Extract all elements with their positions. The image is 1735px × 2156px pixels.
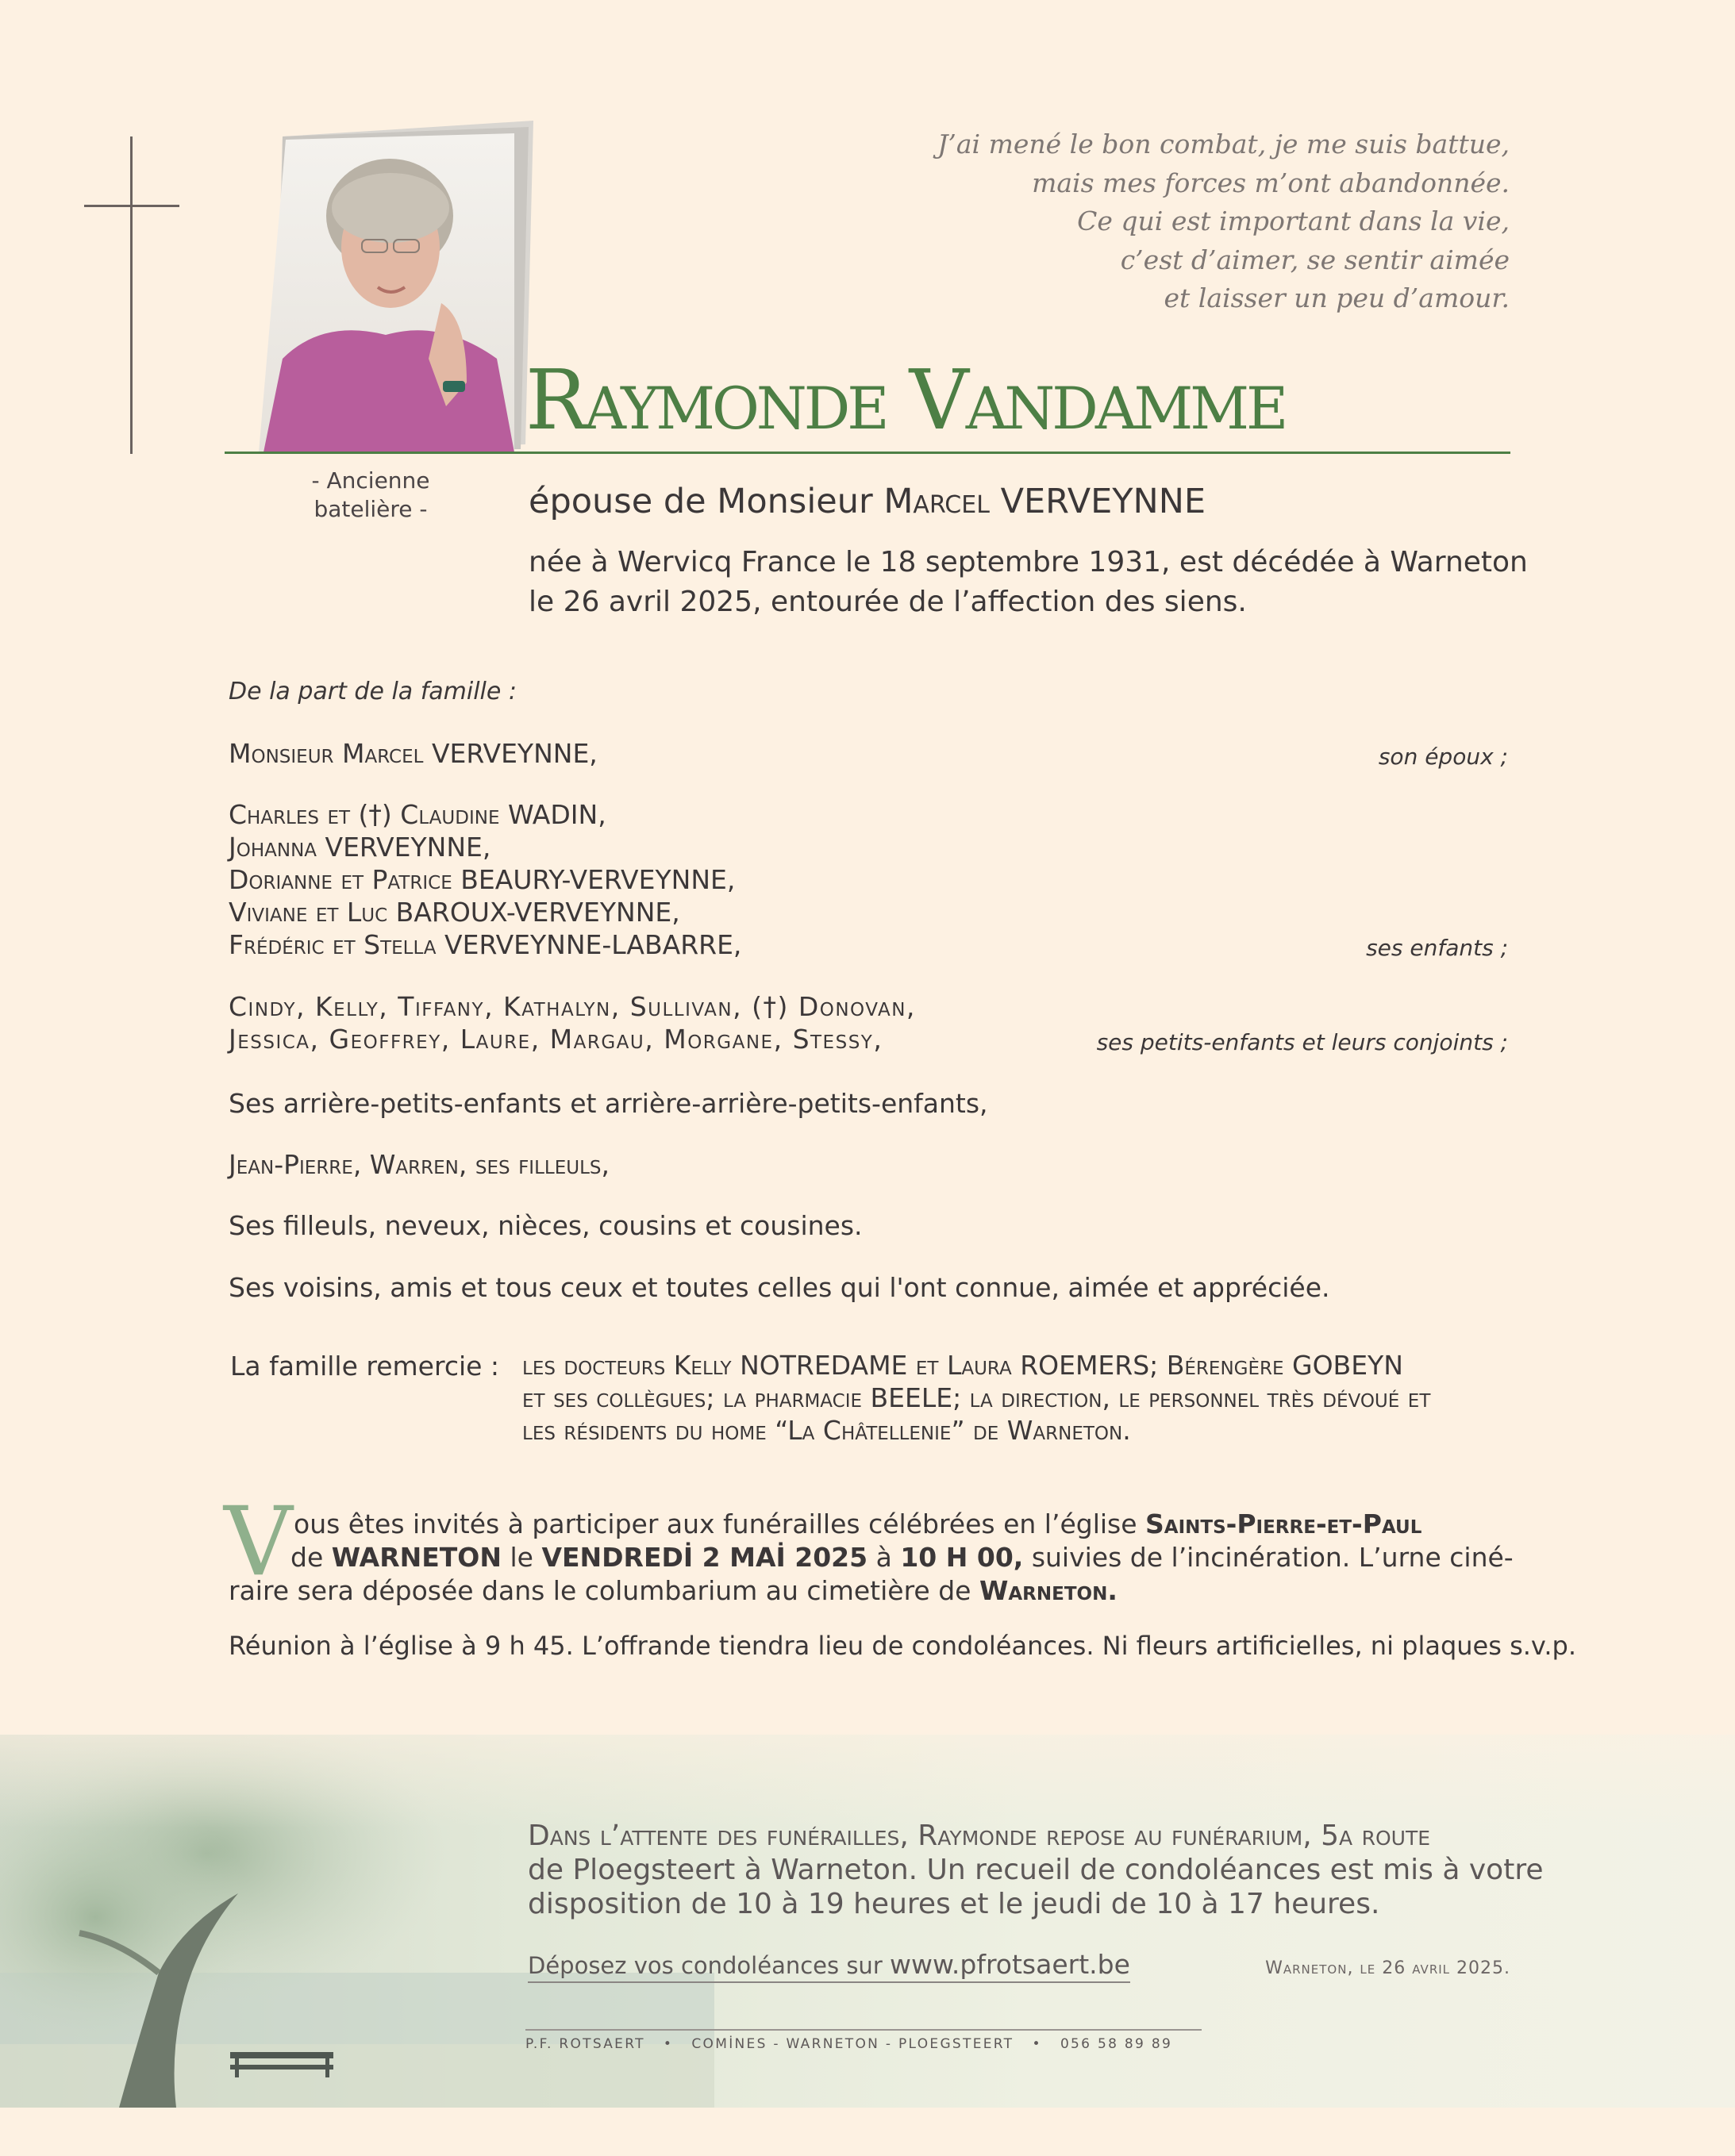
footer-line [525,2035,1172,2054]
place-date: Warneton, le 26 avril 2025. [1265,1958,1510,1978]
portrait-photo [259,121,535,454]
thanks-label: La famille remercie : [230,1351,500,1382]
funeral-text-part: ous êtes invités à participer aux funérailles célébrées en l’église [294,1508,1137,1539]
family-line: Frédéric et Stella VERVEYNNE-LABARRE, [229,929,742,960]
drop-cap: V [224,1487,293,1597]
funeral-town: WARNETON [331,1542,502,1573]
funeral-home-towns: COMİNES - WARNETON - PLOEGSTEERT [691,2036,1014,2052]
thanks-line: les docteurs Kelly NOTREDAME et Laura ROEMERS; Bérengère GOBEYN [522,1350,1403,1381]
quote-line: c’est d’aimer, se sentir aimée [1120,244,1510,275]
family-relation: ses enfants ; [1366,935,1508,961]
funeral-home-phone: 056 58 89 89 [1060,2036,1173,2052]
family-intro: De la part de la famille : [229,678,517,705]
family-line: Ses voisins, amis et tous ceux et toutes celles qui l'ont connue, aimée et appréciée. [229,1272,1330,1303]
family-group-spouse [229,737,1508,770]
funeral-text-part: le [510,1542,533,1573]
family-line: Ses arrière-petits-enfants et arrière-arrière-petits-enfants, [229,1088,988,1119]
funeral-date: VENDREDİ 2 MAİ 2025 [541,1542,868,1573]
funeral-home-name: P.F. ROTSAERT [525,2036,645,2052]
spouse-prefix: épouse de Monsieur [529,482,873,521]
family-line: Charles et (†) Claudine WADIN, [229,799,606,830]
quote-line: J’ai mené le bon combat, je me suis battue, [937,129,1510,159]
role-caption-line: batelière - [314,496,428,522]
family-group-children [229,798,1508,961]
bullet-separator: • [1020,2036,1055,2052]
family-relation: ses petits-enfants et leurs conjoints ; [1096,1029,1508,1055]
quote-line: Ce qui est important dans la vie, [1077,206,1510,236]
funeral-text-part: suivies de l’incinération. L’urne ciné- [1031,1542,1514,1573]
family-line: Johanna VERVEYNNE, [229,832,491,863]
cross-icon-bar [84,205,179,207]
name-divider [225,452,1510,454]
rest-line: Dans l’attente des funérailles, Raymonde repose au funérarium, 5a route [528,1820,1431,1852]
spouse-line [529,479,1206,524]
website-link[interactable]: www.pfrotsaert.be [889,1949,1130,1980]
family-line: Jessica, Geoffrey, Laure, Margau, Morgane, Stessy, [229,1024,883,1055]
rest-information [528,1819,1544,1921]
birth-line: le 26 avril 2025, entourée de l’affection des siens. [529,586,1247,618]
funeral-text-part: raire sera déposée dans le columbarium au cimetière de [229,1575,971,1606]
family-group-great-grandchildren [229,1087,1508,1120]
church-name: Saints-Pierre-et-Paul [1145,1508,1422,1539]
deceased-name: Raymonde Vandamme [525,352,1286,448]
thanks-line: et ses collègues; la pharmacie BEELE; la direction, le personnel très dévoué et [522,1382,1431,1413]
bullet-separator: • [651,2036,686,2052]
family-line: Cindy, Kelly, Tiffany, Kathalyn, Sullivan, (†) Donovan, [229,991,916,1022]
cross-icon [130,136,133,454]
funeral-announcement [229,1508,1514,1608]
thanks-text [522,1349,1506,1447]
rest-line: de Ploegsteert à Warneton. Un recueil de condoléances est mis à votre [528,1854,1544,1886]
birth-death-text [529,543,1528,622]
quote-line: et laisser un peu d’amour. [1164,282,1510,313]
family-group-grandchildren [229,990,1508,1055]
funeral-text-part: à [875,1542,892,1573]
family-line: Dorianne et Patrice BEAURY-VERVEYNNE, [229,864,736,895]
role-caption-line: - Ancienne [311,467,430,494]
family-group-godchildren [229,1148,1508,1181]
funeral-text-part: de [290,1542,324,1573]
family-group-neighbours [229,1271,1508,1304]
thanks-line: les résidents du home “La Châtellenie” de Warneton. [522,1415,1131,1446]
cemetery-town: Warneton. [979,1575,1118,1606]
funeral-time: 10 H 00, [900,1542,1024,1573]
birth-line: née à Wervicq France le 18 septembre 1931, est décédée à Warneton [529,546,1528,578]
role-caption [287,467,454,524]
spouse-first-name: Marcel [883,482,990,521]
family-line: Jean-Pierre, Warren, ses filleuls, [229,1149,610,1180]
spouse-last-name: VERVEYNNE [1000,482,1206,521]
family-relation: son époux ; [1378,744,1508,770]
family-group-relatives [229,1209,1508,1242]
epitaph-quote [906,125,1510,318]
condolence-prefix: Déposez vos condoléances sur [528,1952,883,1979]
rest-line: disposition de 10 à 19 heures et le jeudi de 10 à 17 heures. [528,1888,1380,1920]
quote-line: mais mes forces m’ont abandonnée. [1032,167,1510,198]
family-line: Ses filleuls, neveux, nièces, cousins et cousines. [229,1210,863,1241]
footer-divider [525,2029,1202,2031]
condolence-link[interactable] [528,1950,1130,1983]
reunion-note: Réunion à l’église à 9 h 45. L’offrande tiendra lieu de condoléances. Ni fleurs artificielles, ni plaques s.v.p. [229,1631,1577,1661]
family-line: Viviane et Luc BAROUX-VERVEYNNE, [229,897,680,928]
family-line: Monsieur Marcel VERVEYNNE, [229,738,598,769]
